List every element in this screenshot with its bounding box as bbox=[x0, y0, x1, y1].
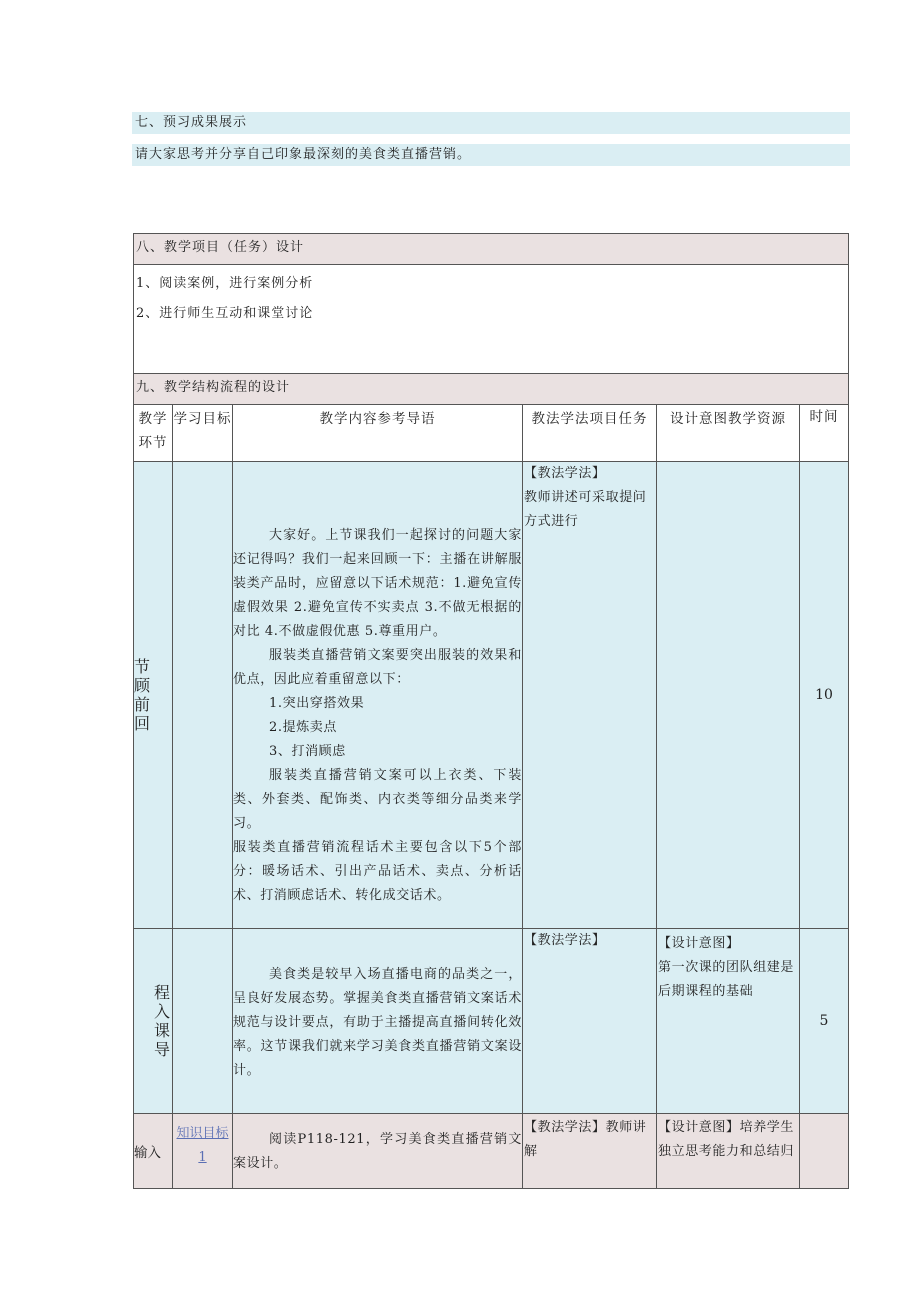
col-header-design: 设计意图教学资源 bbox=[657, 405, 800, 462]
content-cell: 美食类是较早入场直播电商的品类之一，呈良好发展态势。掌握美食类直播营销文案话术规范与设计要点，有助于主播提高直播间转化效率。这节课我们就来学习美食类直播营销文案设计。 bbox=[233, 929, 523, 1114]
goal-link[interactable]: 知识目标1 bbox=[173, 1114, 233, 1189]
content-cell: 阅读P118-121，学习美食类直播营销文案设计。 bbox=[233, 1114, 523, 1189]
section-7-title: 七、预习成果展示 bbox=[132, 112, 850, 134]
content-cell: 大家好。上节课我们一起探讨的问题大家还记得吗？我们一起来回顾一下：主播在讲解服装类产品时，应留意以下话术规范：1.避免宣传虚假效果 2.避免宣传不实卖点 3.不做无根据的对比 4.不做虚假优惠 5.尊重用户。 服装类直播营销文案要突出服装的效果和优点，因此应着重留意以下： 1.突出穿搭效果 2.提炼卖点 3、打消顾虑 服装类直播营销文案可以上衣类、下装类、外套类、配饰类、内衣类等细分品类来学习。 服装类直播营销流程话术主要包含以下5个部分：暖场话术、引出产品话术、卖点、分析话术、打消顾虑话术、转化成交话术。 bbox=[233, 462, 523, 929]
method-cell: 【教法学法】 教师讲述可采取提问方式进行 bbox=[523, 462, 657, 929]
design-cell: 【设计意图】 第一次课的团队组建是后期课程的基础 bbox=[657, 929, 800, 1114]
col-header-time: 时间 bbox=[800, 405, 849, 462]
section-9-title: 九、教学结构流程的设计 bbox=[134, 374, 849, 405]
time-cell: 10 bbox=[800, 462, 849, 929]
method-cell: 【教法学法】 bbox=[523, 929, 657, 1114]
stage-cell: 节 顾 前 回 bbox=[134, 462, 173, 929]
goal-cell bbox=[173, 462, 233, 929]
section-7-text: 请大家思考并分享自己印象最深刻的美食类直播营销。 bbox=[132, 144, 850, 166]
time-cell bbox=[800, 1114, 849, 1189]
goal-cell bbox=[173, 929, 233, 1114]
col-header-stage: 教学环节 bbox=[134, 405, 173, 462]
section-8-title: 八、教学项目（任务）设计 bbox=[134, 234, 849, 265]
stage-cell: 输入 bbox=[134, 1114, 173, 1189]
task-item: 1、阅读案例，进行案例分析 bbox=[136, 276, 314, 291]
table-row bbox=[134, 929, 849, 1114]
stage-cell: 程 入 课 导 bbox=[134, 929, 173, 1114]
table-row bbox=[134, 462, 849, 929]
task-list bbox=[134, 265, 849, 374]
design-cell bbox=[657, 462, 800, 929]
design-cell: 【设计意图】培养学生独立思考能力和总结归 bbox=[657, 1114, 800, 1189]
column-header-row bbox=[134, 405, 849, 462]
col-header-content: 教学内容参考导语 bbox=[233, 405, 523, 462]
col-header-method: 教法学法项目任务 bbox=[523, 405, 657, 462]
time-cell: 5 bbox=[800, 929, 849, 1114]
lesson-plan-table bbox=[133, 233, 849, 1189]
table-row bbox=[134, 1114, 849, 1189]
method-cell: 【教法学法】教师讲解 bbox=[523, 1114, 657, 1189]
col-header-goal: 学习目标 bbox=[173, 405, 233, 462]
task-item: 2、进行师生互动和课堂讨论 bbox=[136, 306, 314, 321]
